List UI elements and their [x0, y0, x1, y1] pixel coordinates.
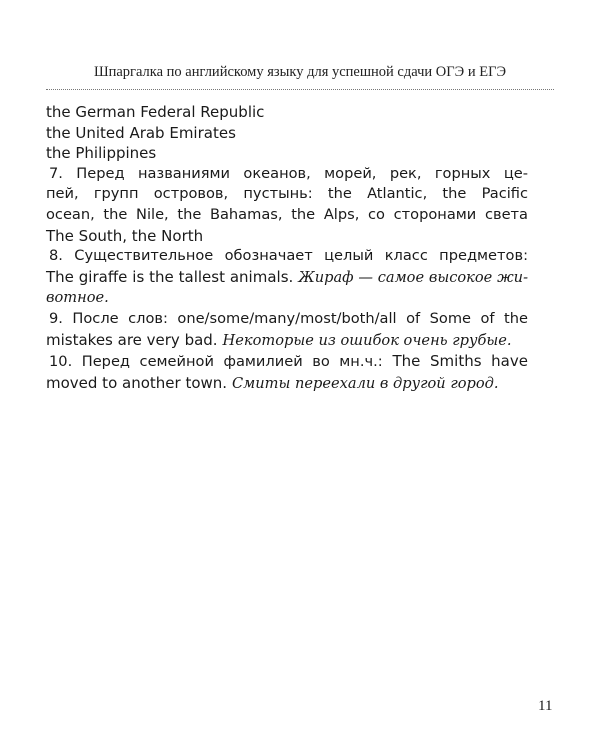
rule-8-example: The giraffe is the tallest animals.	[46, 267, 294, 286]
country-german-federal-republic: the German Federal Republic	[46, 103, 265, 121]
page-body	[46, 102, 528, 394]
rule-8-line-1: 8. Существительное обозначает целый класс предметов:	[49, 247, 528, 265]
rule-9-line-1: 9. После слов: one/some/many/most/both/all of Some of the	[49, 309, 528, 327]
rule-9-line-2	[46, 330, 528, 352]
country-philippines: the Philippines	[46, 144, 157, 163]
rule-10-heading: 10. Перед семейной фамилией во мн.ч.:	[49, 353, 383, 371]
rule-10-example-start: The Smiths have	[392, 352, 528, 371]
rule-7-line-3: ocean, the Nile, the Bahamas, the Alps, со сторонами света	[46, 205, 528, 223]
rule-10-line-1	[46, 351, 528, 373]
rule-10-line-2	[46, 373, 528, 395]
rule-8-translation: Жираф — самое высокое жи-	[298, 268, 528, 286]
rule-7-line-1: 7. Перед названиями океанов, морей, рек, горных це-	[49, 164, 528, 182]
country-united-arab-emirates: the United Arab Emirates	[46, 123, 236, 142]
rule-8-line-2	[46, 267, 528, 289]
rule-7-line-2: пей, групп островов, пустынь: the Atlantic, the Pacific	[46, 185, 528, 203]
header-divider	[46, 89, 554, 90]
rule-8-translation-end: вотное.	[46, 289, 109, 307]
rule-10-example-end: moved to another town.	[46, 373, 228, 392]
running-header: Шпаргалка по английскому языку для успешной сдачи ОГЭ и ЕГЭ	[93, 64, 507, 80]
page-number: 11	[538, 698, 553, 714]
rule-7-line-4: The South, the North	[46, 226, 204, 245]
rule-9-example: mistakes are very bad.	[46, 330, 218, 349]
rule-10-translation: Смиты переехали в другой город.	[231, 374, 499, 392]
rule-9-translation: Некоторые из ошибок очень грубые.	[222, 331, 512, 349]
